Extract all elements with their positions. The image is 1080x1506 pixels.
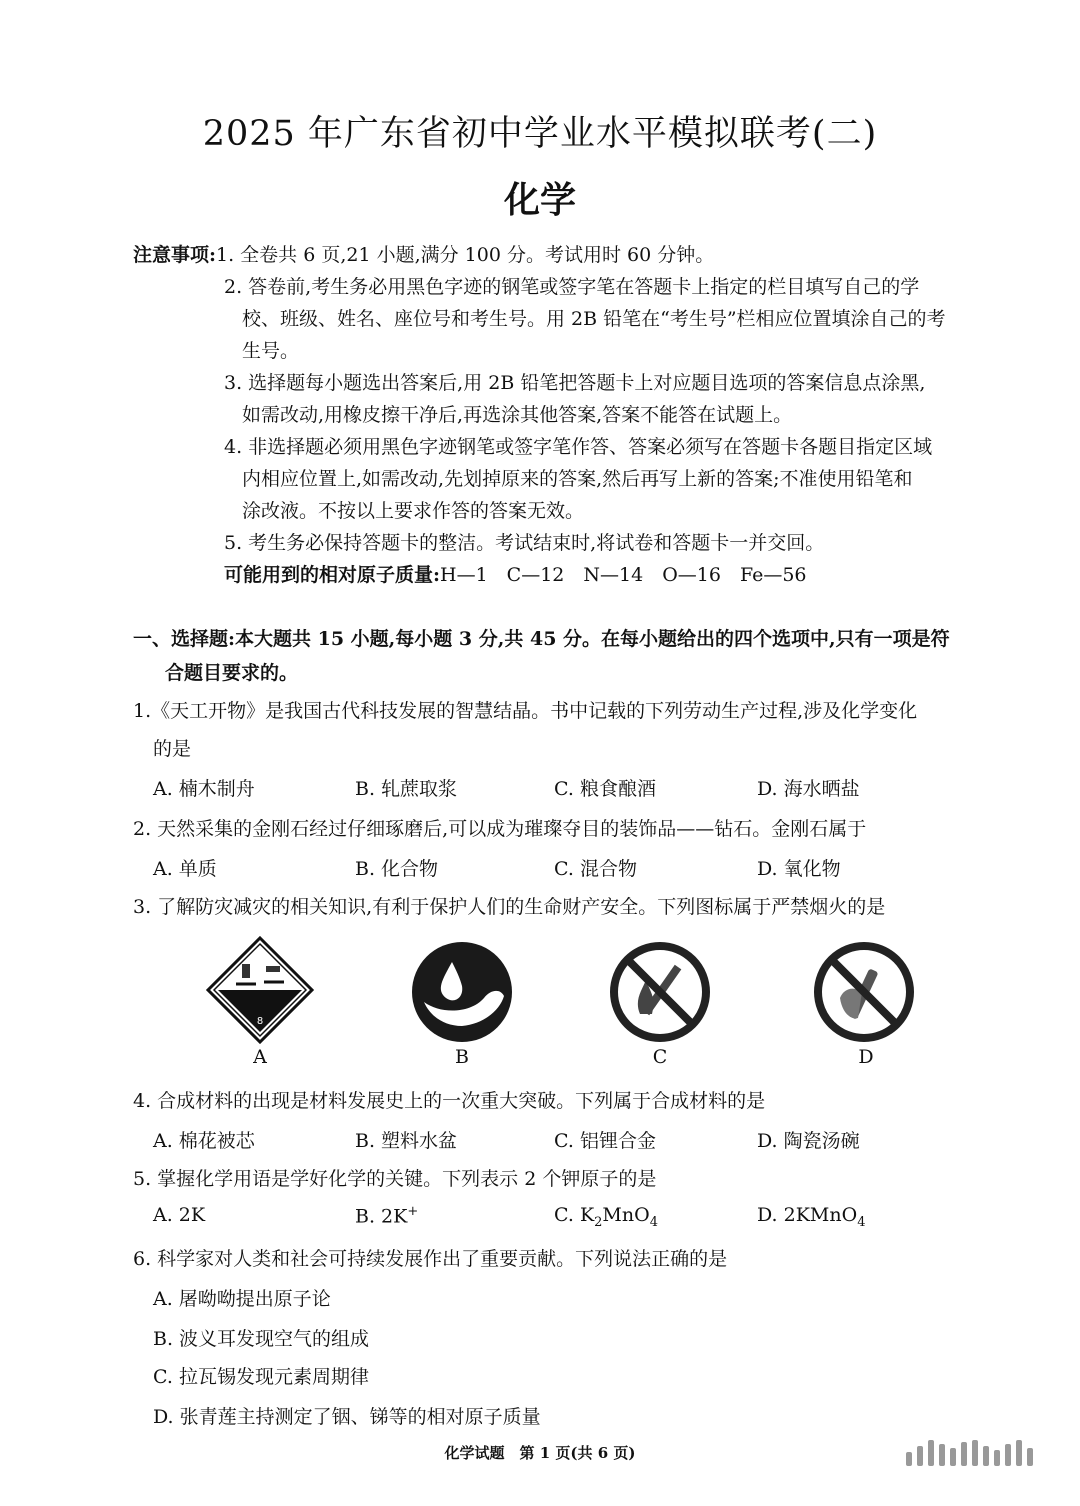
q3-label-a: A [253,1046,267,1068]
no-fire-sign-icon [606,940,714,1044]
q1-option-b: B. 轧蔗取浆 [355,778,458,800]
section-heading-cont: 合题目要求的。 [165,662,299,684]
q5-stem: 5. 掌握化学用语是学好化学的关键。下列表示 2 个钾原子的是 [133,1168,657,1190]
q6-stem: 6. 科学家对人类和社会可持续发展作出了重要贡献。下列说法正确的是 [133,1248,728,1270]
q5-option-b: B. 2K+ [355,1204,419,1228]
q3-label-d: D [858,1046,874,1068]
q4-option-b: B. 塑料水盆 [355,1130,458,1152]
subject-title: 化学 [503,179,576,221]
q1-option-d: D. 海水晒盐 [757,778,860,800]
q1-stem: 1.《天工开物》是我国古代科技发展的智慧结晶。书中记载的下列劳动生产过程,涉及化学变化 [133,700,918,722]
page-footer: 化学试题 第 1 页(共 6 页) [444,1444,636,1462]
q1-stem-cont: 的是 [153,738,192,760]
q1-option-a: A. 楠木制舟 [153,778,255,800]
notice-line-9: 涂改液。不按以上要求作答的答案无效。 [242,500,585,522]
water-drop-sign-icon [410,940,514,1044]
notice-line-5: 3. 选择题每小题选出答案后,用 2B 铅笔把答题卡上对应题目选项的答案信息点涂黑, [224,372,926,394]
corrosive-sign-icon [206,936,314,1044]
notice-label: 注意事项: [133,244,217,266]
exam-title: 2025 年广东省初中学业水平模拟联考(二) [202,114,878,154]
q4-option-a: A. 棉花被芯 [153,1130,255,1152]
atomic-mass-line [224,560,807,587]
q4-option-d: D. 陶瓷汤碗 [757,1130,860,1152]
sign-a-digit: 8 [256,1016,264,1027]
q1-option-c: C. 粮食酿酒 [554,778,656,800]
q2-stem: 2. 天然采集的金刚石经过仔细琢磨后,可以成为璀璨夺目的装饰品——钻石。金刚石属于 [133,818,867,840]
q3-label-b: B [455,1046,469,1068]
q2-option-a: A. 单质 [153,858,217,880]
q4-option-c: C. 铝锂合金 [554,1130,656,1152]
atomic-mass-label: 可能用到的相对原子质量: [224,564,441,586]
notice-line-1: 注意事项:1. 全卷共 6 页,21 小题,满分 100 分。考试用时 60 分钟。 [133,244,715,266]
notice-line-6: 如需改动,用橡皮擦干净后,再选涂其他答案,答案不能答在试题上。 [242,404,793,426]
q3-stem: 3. 了解防灾减灾的相关知识,有利于保护人们的生命财产安全。下列图标属于严禁烟火的是 [133,896,886,918]
notice-line-8: 内相应位置上,如需改动,先划掉原来的答案,然后再写上新的答案;不准使用铅笔和 [242,468,913,490]
q6-option-d: D. 张青莲主持测定了铟、锑等的相对原子质量 [153,1406,541,1428]
q2-option-c: C. 混合物 [554,858,637,880]
q6-option-c: C. 拉瓦锡发现元素周期律 [153,1366,369,1388]
notice-line-4: 生号。 [242,340,300,362]
q6-option-a: A. 屠呦呦提出原子论 [153,1288,331,1310]
notice-line-2: 2. 答卷前,考生务必用黑色字迹的钢笔或签字笔在答题卡上指定的栏目填写自己的学 [224,276,920,298]
watermark-bars-icon [906,1440,1056,1466]
q2-option-d: D. 氧化物 [757,858,841,880]
q4-stem: 4. 合成材料的出现是材料发展史上的一次重大突破。下列属于合成材料的是 [133,1090,766,1112]
q5-option-a: A. 2K [153,1204,206,1226]
q5-option-c: C. $K_2MnO_4$ [554,1204,658,1230]
notice-line-10: 5. 考生务必保持答题卡的整洁。考试结束时,将试卷和答题卡一并交回。 [224,532,825,554]
q2-option-b: B. 化合物 [355,858,439,880]
q5-option-d: D. 2KMnO$_4$ [757,1204,866,1230]
no-smoking-sign-icon [810,940,918,1044]
q6-option-b: B. 波义耳发现空气的组成 [153,1328,370,1350]
notice-line-7: 4. 非选择题必须用黑色字迹钢笔或签字笔作答、答案必须写在答题卡各题目指定区域 [224,436,933,458]
section-heading: 一、选择题:本大题共 15 小题,每小题 3 分,共 45 分。在每小题给出的四个选项中,只有一项是符 [133,628,950,650]
q3-label-c: C [652,1046,668,1068]
notice-line-3: 校、班级、姓名、座位号和考生号。用 2B 铅笔在“考生号”栏相应位置填涂自己的考 [242,308,946,330]
atomic-mass-values: H—1 C—12 N—14 O—16 Fe—56 [440,564,807,586]
